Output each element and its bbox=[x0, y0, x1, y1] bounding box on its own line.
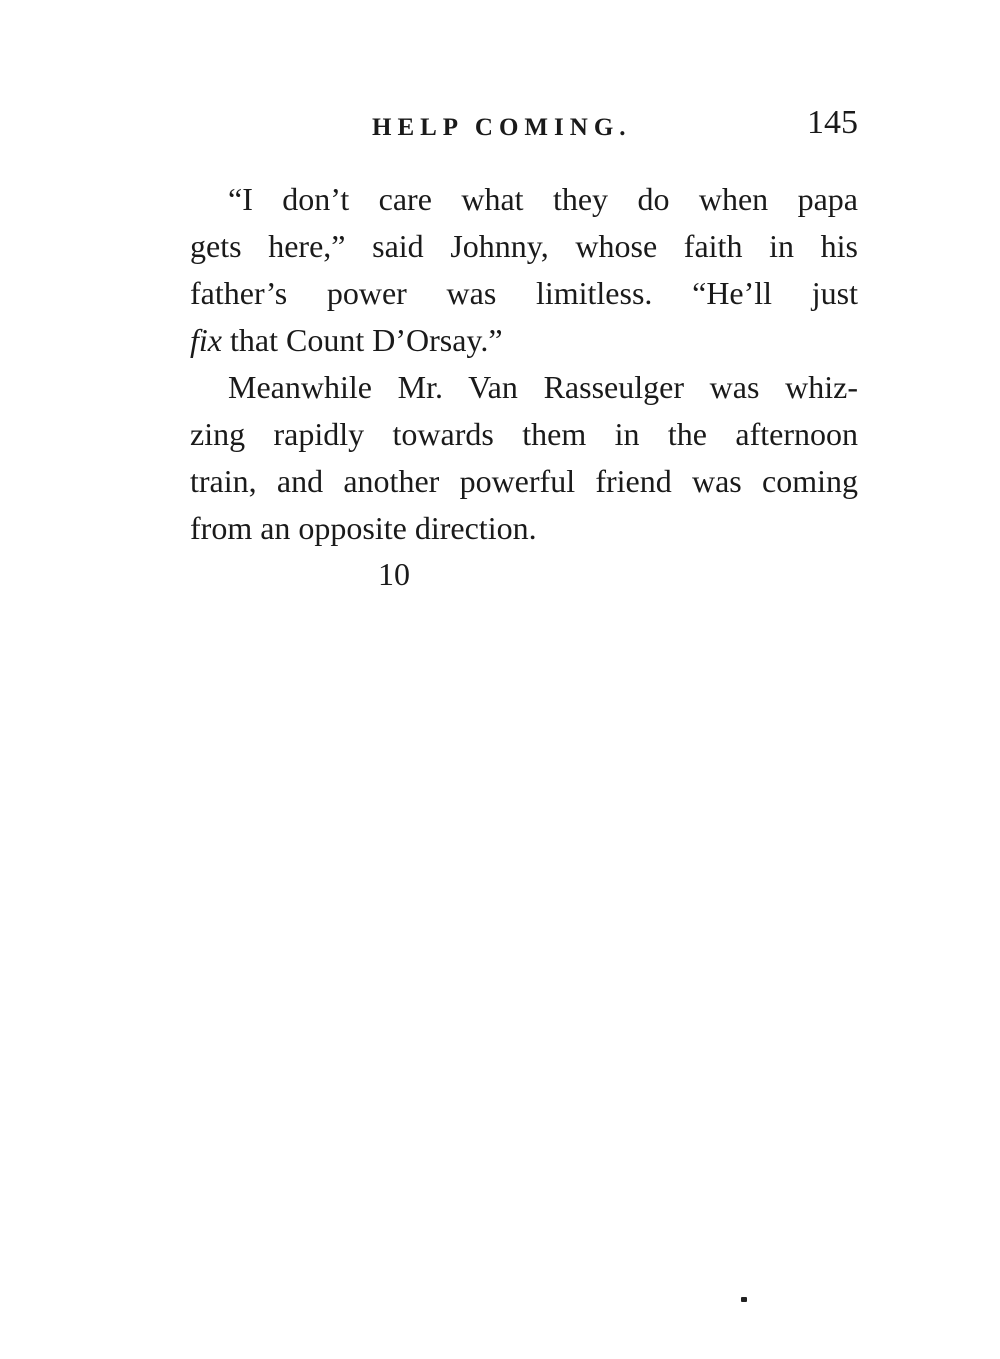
text-line bbox=[190, 317, 858, 364]
text-line: Meanwhile Mr. Van Rasseulger was whiz- bbox=[228, 369, 858, 405]
text-line: from an opposite direction. bbox=[190, 510, 537, 546]
page-number: 145 bbox=[807, 104, 858, 141]
text-line: train, and another powerful friend was coming bbox=[190, 463, 858, 499]
running-head bbox=[190, 104, 858, 148]
text-line: father’s power was limitless. “He’ll just bbox=[190, 275, 858, 311]
text-line: “I don’t care what they do when papa bbox=[228, 181, 858, 217]
text-line: zing rapidly towards them in the afternoon bbox=[190, 416, 858, 452]
signature-mark: 10 bbox=[378, 556, 410, 592]
text-fragment: that Count D’Orsay.” bbox=[221, 322, 503, 358]
paragraph-2 bbox=[190, 364, 858, 552]
text-line: gets here,” said Johnny, whose faith in his bbox=[190, 228, 858, 264]
running-title: HELP COMING. bbox=[372, 114, 632, 141]
body-text bbox=[190, 176, 858, 552]
ink-speck bbox=[741, 1297, 747, 1302]
italic-word: fix bbox=[190, 322, 222, 358]
paragraph-1 bbox=[190, 176, 858, 364]
